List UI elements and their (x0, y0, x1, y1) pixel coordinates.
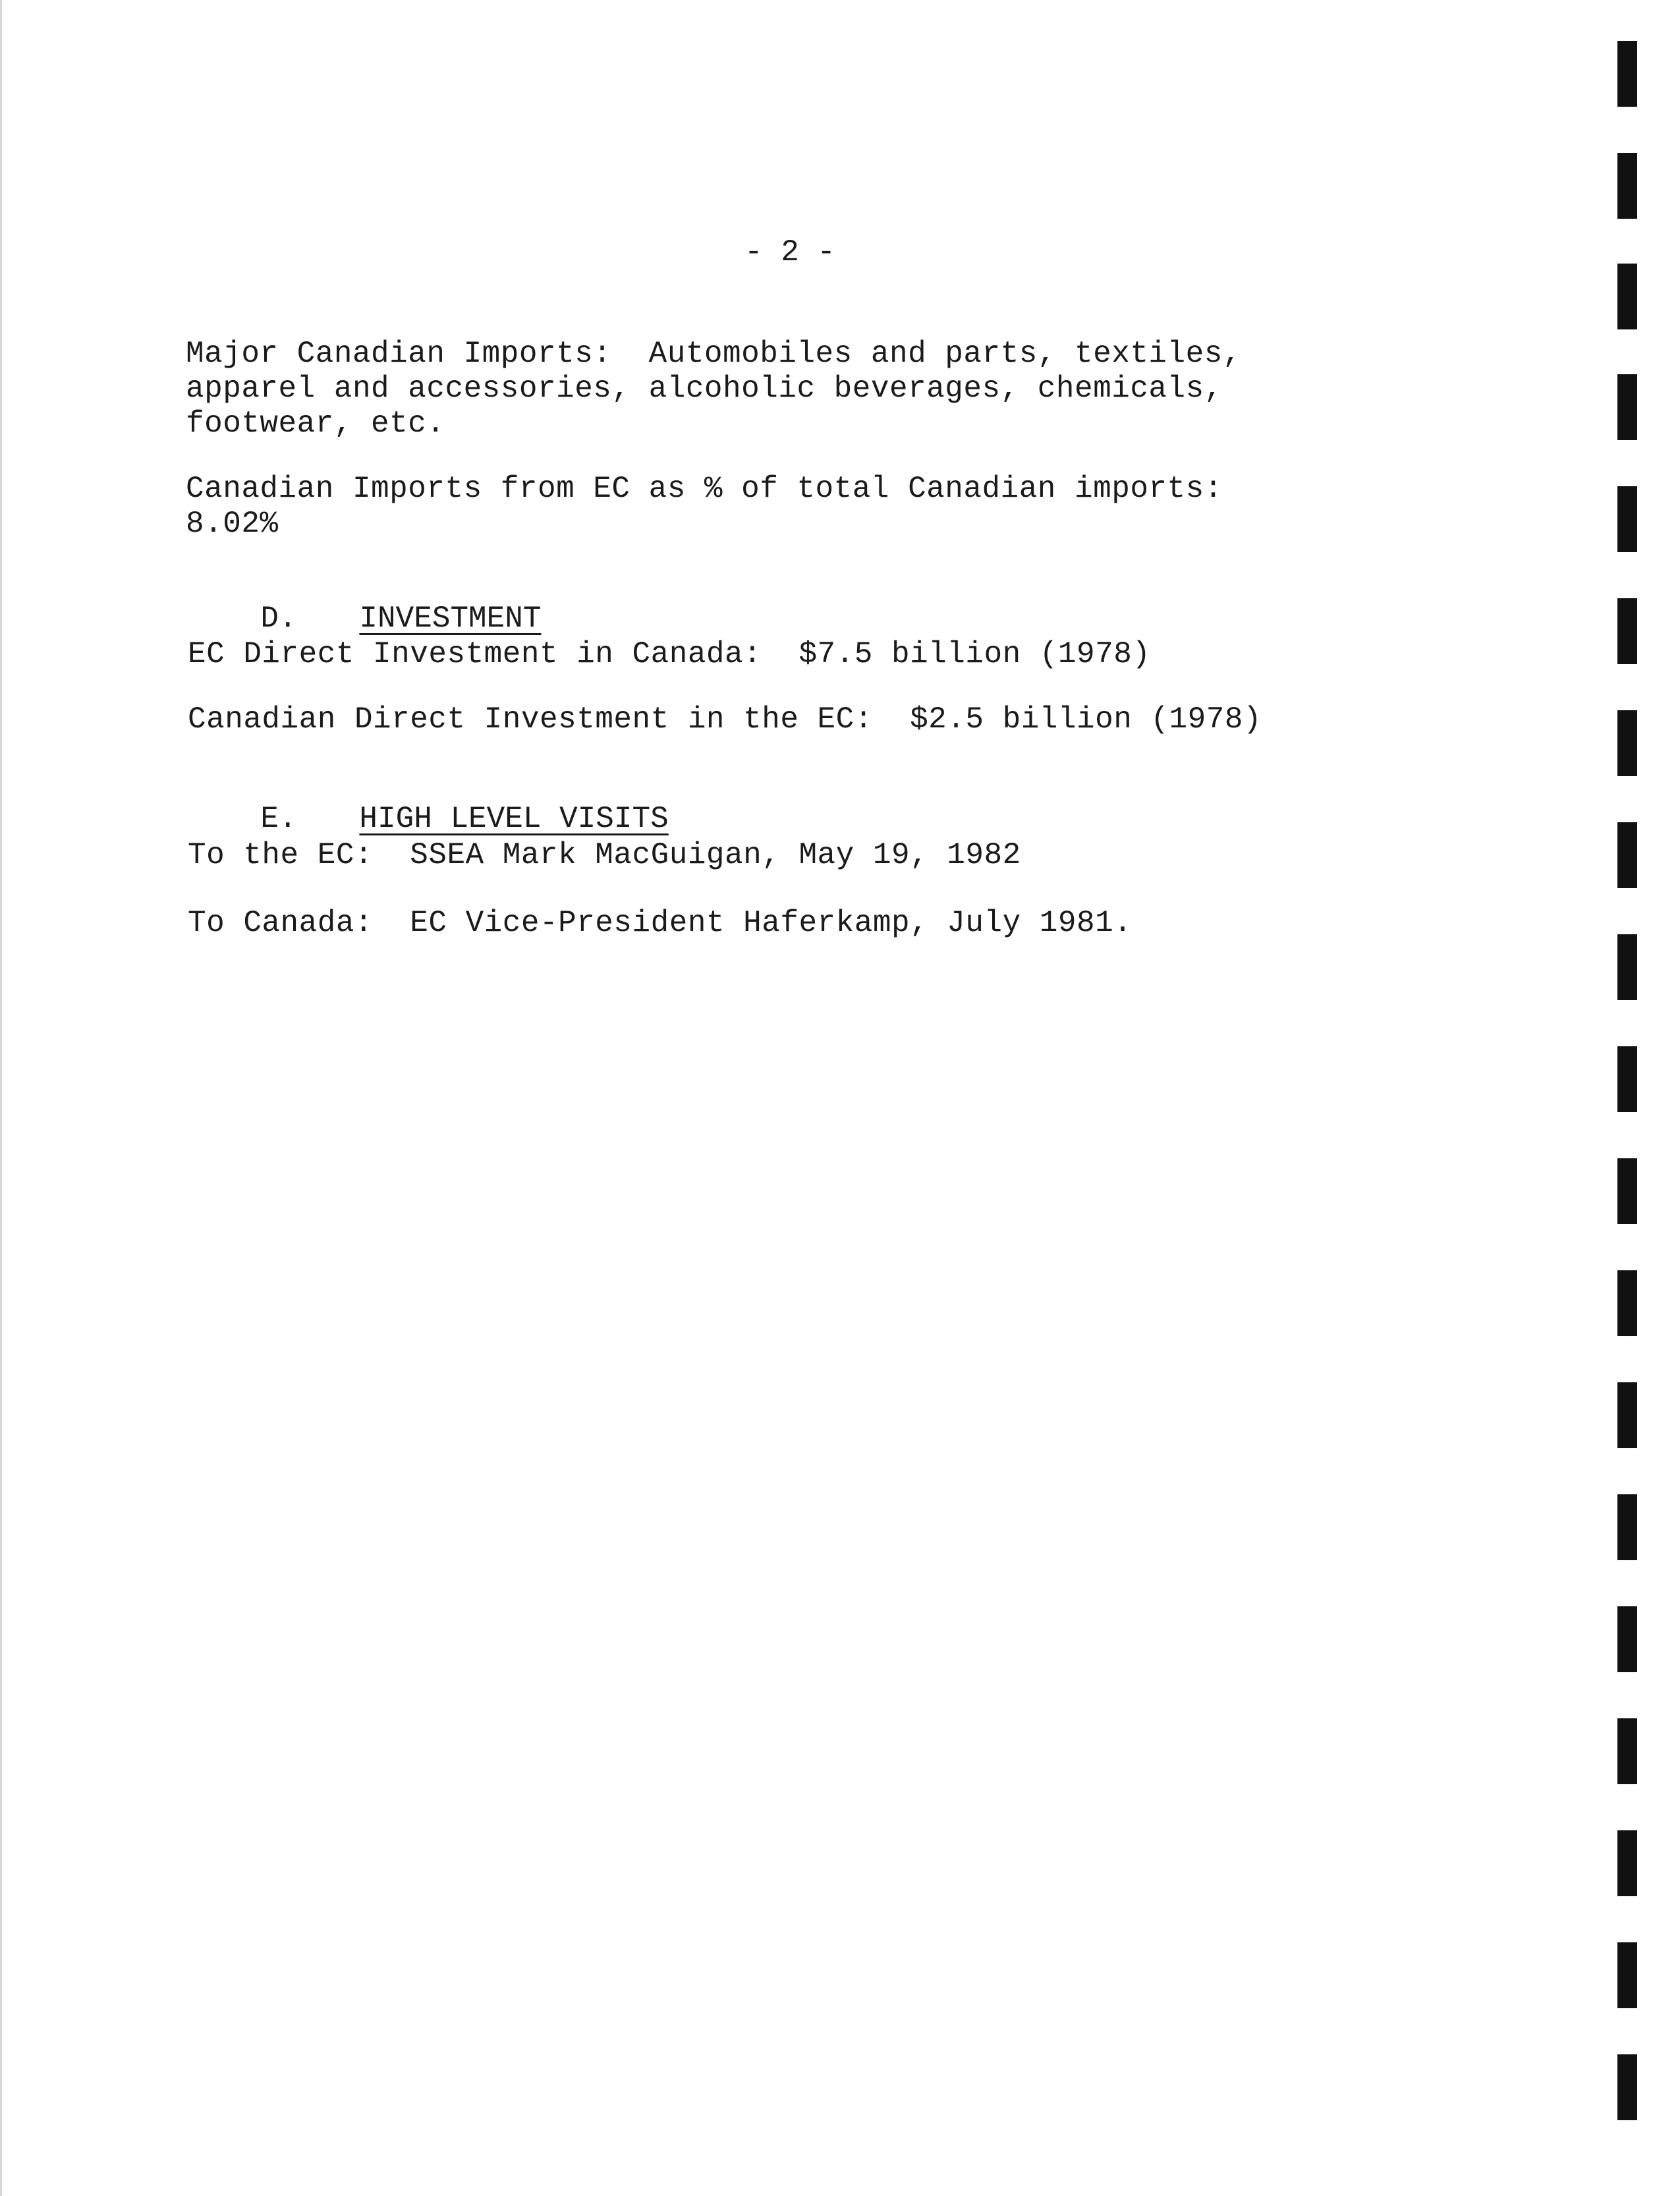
binding-mark (1617, 1942, 1637, 2008)
imports-line-1: Major Canadian Imports: Automobiles and parts, textiles, (186, 337, 1241, 371)
visit-to-canada-line: To Canada: EC Vice-President Haferkamp, July 1981. (188, 906, 1133, 940)
binding-mark (1617, 934, 1637, 1000)
binding-mark (1617, 710, 1637, 776)
section-e-label: E. (260, 802, 297, 836)
canadian-investment-line: Canadian Direct Investment in the EC: $2.5 billion (1978) (188, 702, 1262, 737)
binding-marks (1617, 0, 1644, 2196)
page-number: - 2 - (744, 235, 836, 269)
binding-mark (1617, 822, 1637, 888)
binding-mark (1617, 486, 1637, 552)
binding-mark (1617, 2054, 1637, 2120)
binding-mark (1617, 1494, 1637, 1560)
imports-share-line-2: 8.02% (186, 507, 279, 541)
ec-investment-line: EC Direct Investment in Canada: $7.5 billion (1978) (188, 637, 1151, 671)
visit-to-ec-line: To the EC: SSEA Mark MacGuigan, May 19, 1982 (188, 838, 1021, 872)
binding-mark (1617, 41, 1637, 107)
binding-mark (1617, 264, 1637, 329)
binding-mark (1617, 1718, 1637, 1784)
binding-mark (1617, 598, 1637, 664)
binding-mark (1617, 1382, 1637, 1448)
section-e-title: HIGH LEVEL VISITS (359, 802, 669, 836)
imports-line-3: footwear, etc. (186, 407, 445, 441)
binding-mark (1617, 374, 1637, 440)
binding-mark (1617, 1606, 1637, 1672)
binding-mark (1617, 1830, 1637, 1896)
section-d-title: INVESTMENT (359, 602, 542, 636)
binding-mark (1617, 153, 1637, 219)
binding-mark (1617, 1158, 1637, 1224)
imports-line-2: apparel and accessories, alcoholic beverages, chemicals, (186, 372, 1223, 406)
section-d-label: D. (260, 602, 297, 636)
binding-mark (1617, 1270, 1637, 1336)
page-left-edge (0, 0, 2, 2196)
binding-mark (1617, 1046, 1637, 1112)
imports-share-line-1: Canadian Imports from EC as % of total Canadian imports: (186, 472, 1223, 506)
